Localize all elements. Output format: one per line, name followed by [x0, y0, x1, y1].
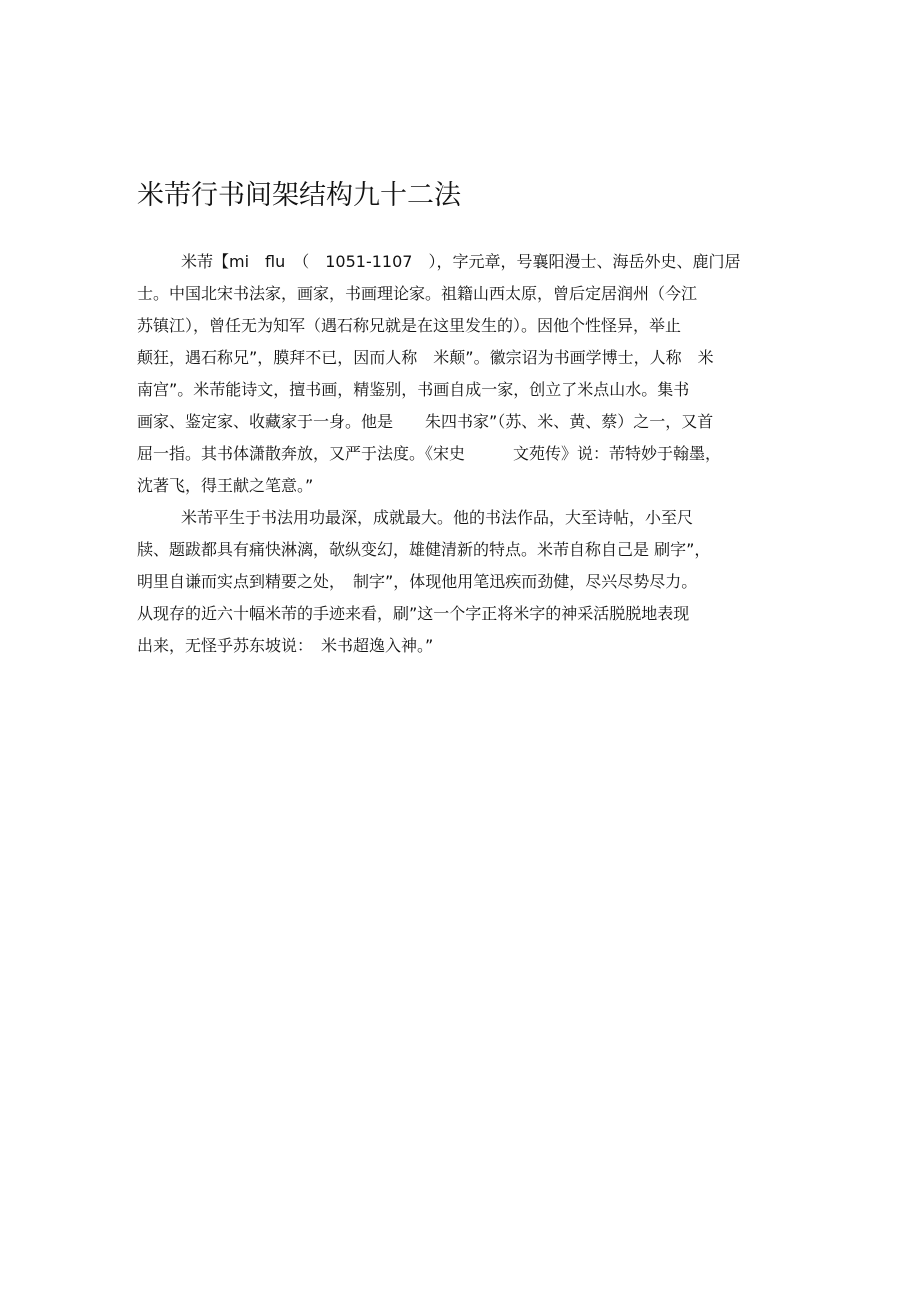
paragraph-2-line-5: 出来，无怪乎苏东坡说： 米书超逸入神。” [137, 636, 434, 655]
paragraph-2-line-2: 牍、题跋都具有痛快淋漓，欹纵变幻，雄健清新的特点。米芾自称自己是 刷字”， [137, 540, 711, 559]
document-title: 米芾行书间架结构九十二法 [137, 180, 461, 211]
paragraph-1-line-8: 沈著飞，得王献之笔意。” [137, 476, 314, 495]
document-body [137, 246, 797, 662]
paragraph-1-line-1: 米芾【mi flu （ 1051-1107 ），字元章，号襄阳漫士、海岳外史、鹿门居 [181, 252, 741, 271]
paragraph-1-line-6: 画家、鉴定家、收藏家于一身。他是 朱四书家”（苏、米、黄、蔡）之一，又首 [137, 412, 714, 431]
paragraph-2-line-1: 米芾平生于书法用功最深，成就最大。他的书法作品，大至诗帖，小至尺 [181, 508, 694, 527]
paragraph-1-line-5: 南宫”。米芾能诗文，擅书画，精鉴别，书画自成一家，创立了米点山水。集书 [137, 380, 690, 399]
paragraph-1-line-2: 士。中国北宋书法家，画家，书画理论家。祖籍山西太原，曾后定居润州（今江 [137, 284, 698, 303]
paragraph-1-line-7: 屈一指。其书体潇散奔放，又严于法度。《宋史 文苑传》说：芾特妙于翰墨， [137, 444, 722, 463]
paragraph-2-line-3: 明里自谦而实点到精要之处， 制字”，体现他用笔迅疾而劲健，尽兴尽势尽力。 [137, 572, 698, 591]
paragraph-1-line-3: 苏镇江），曾任无为知军（遇石称兄就是在这里发生的）。因他个性怪异，举止 [137, 316, 682, 335]
paragraph-1-line-4: 颠狂，遇石称兄”，膜拜不已，因而人称 米颠”。徽宗诏为书画学博士，人称 米 [137, 348, 714, 367]
paragraph-2-line-4: 从现存的近六十幅米芾的手迹来看，刷”这一个字正将米字的神采活脱脱地表现 [137, 604, 690, 623]
